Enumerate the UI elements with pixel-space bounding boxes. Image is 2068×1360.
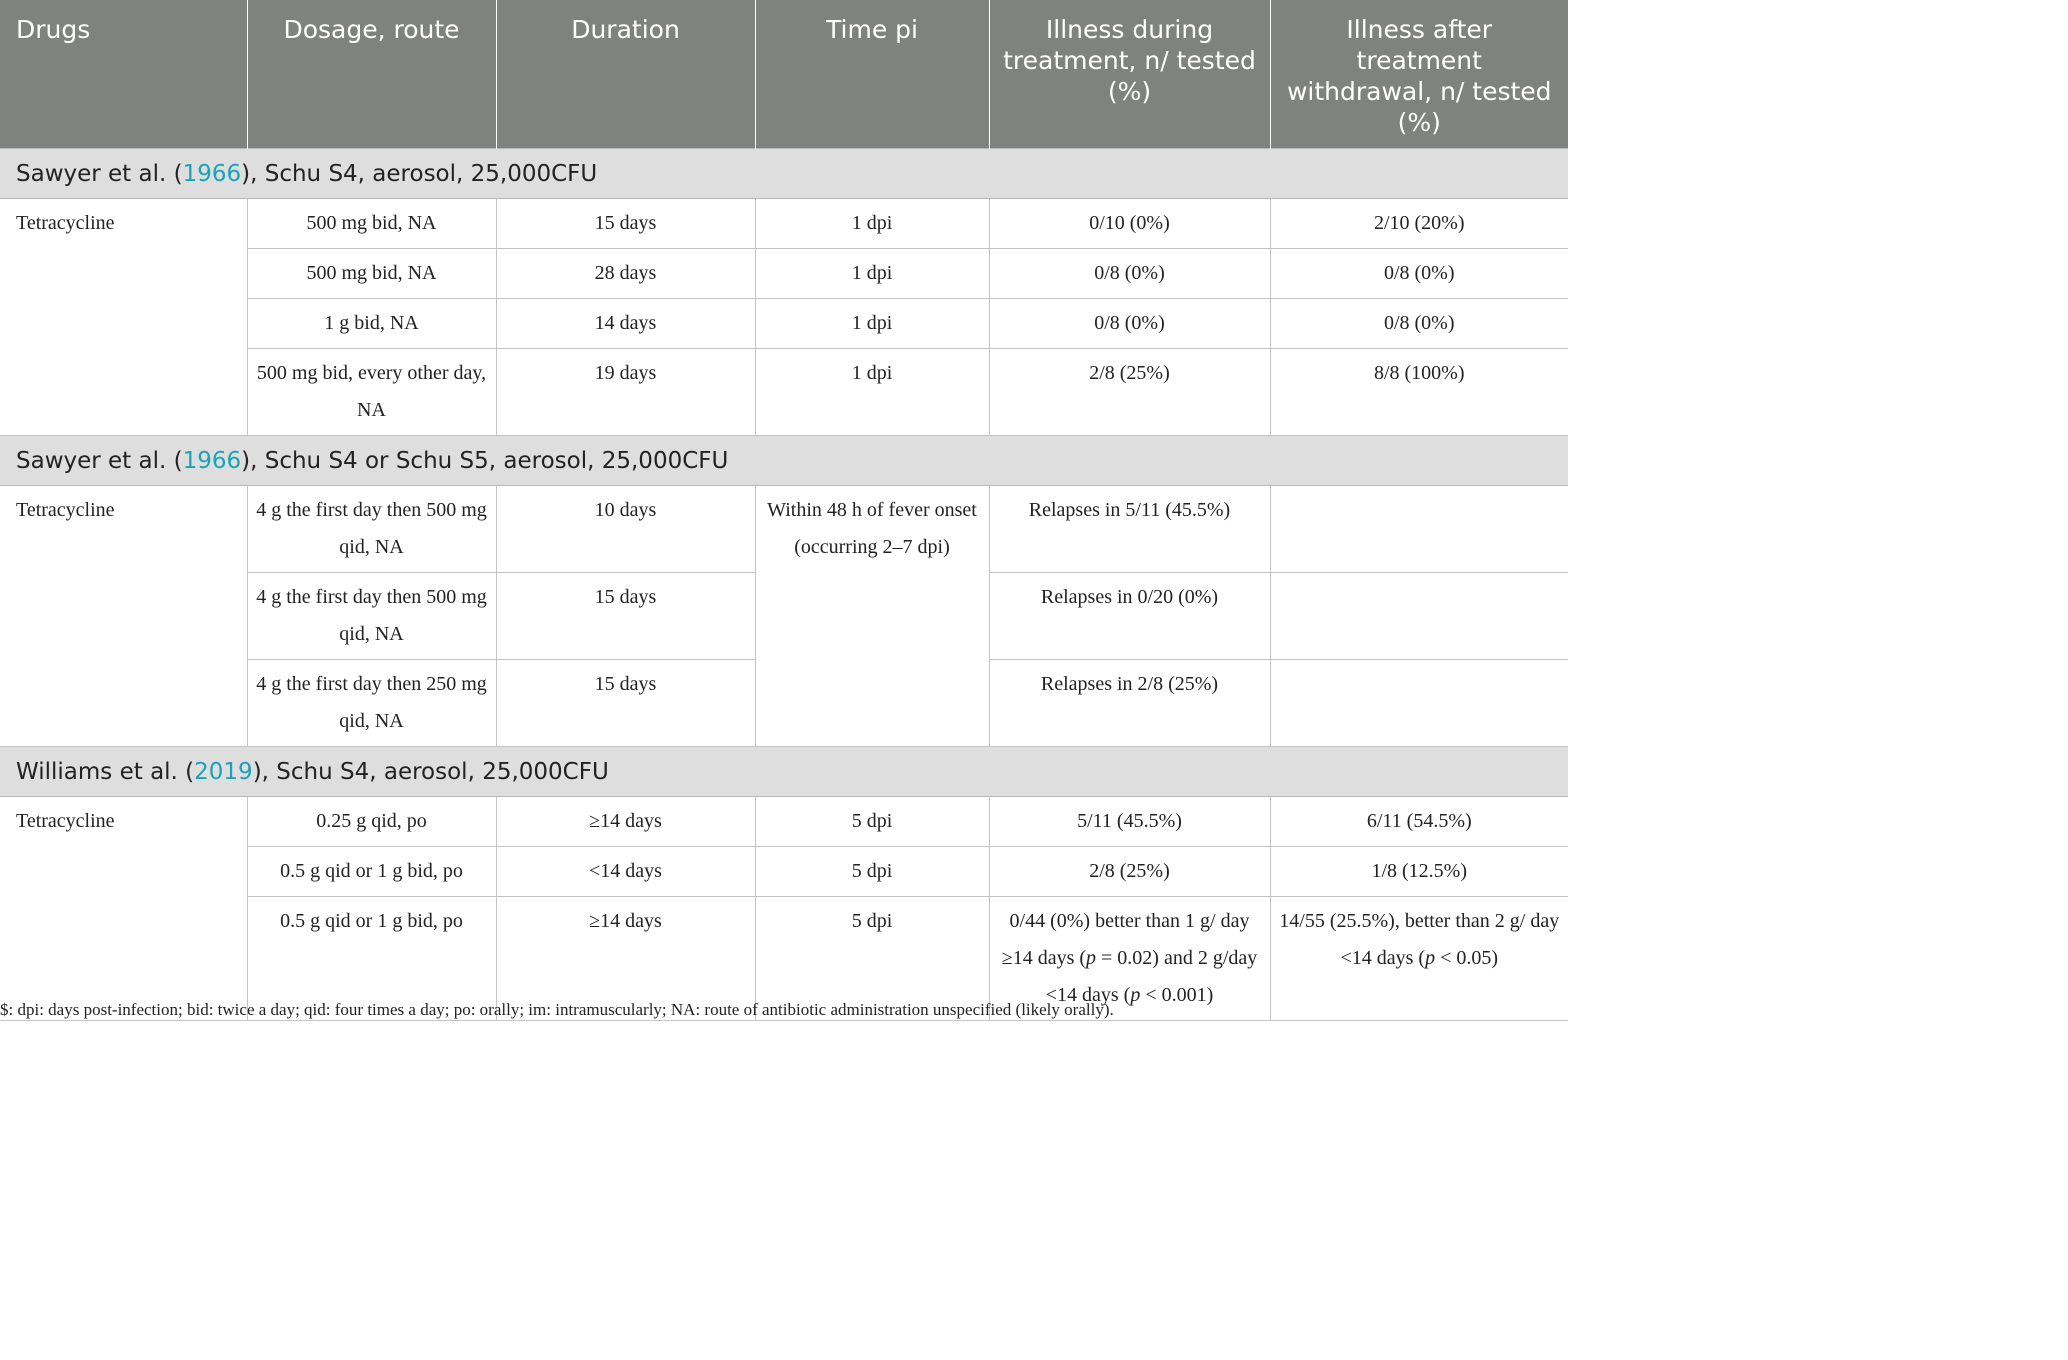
duration-cell: 15 days [496,573,755,660]
header-drugs: Drugs [0,0,247,149]
dosage-cell: 4 g the first day then 250 mg qid, NA [247,660,496,747]
time-cell: 1 dpi [755,249,989,299]
time-cell: 1 dpi [755,199,989,249]
after-cell [1270,486,1568,573]
citation-link[interactable]: 2019 [194,758,253,785]
group-title: Sawyer et al. (1966), Schu S4, aerosol, 25,000CFU [0,149,1568,199]
during-cell: 0/8 (0%) [989,249,1270,299]
group-title: Williams et al. (2019), Schu S4, aerosol, 25,000CFU [0,747,1568,797]
header-time-pi: Time pi [755,0,989,149]
dosage-cell: 4 g the first day then 500 mg qid, NA [247,573,496,660]
duration-cell: 10 days [496,486,755,573]
during-cell: 0/8 (0%) [989,299,1270,349]
duration-cell: 19 days [496,349,755,436]
dosage-cell: 1 g bid, NA [247,299,496,349]
after-cell: 2/10 (20%) [1270,199,1568,249]
during-cell: Relapses in 0/20 (0%) [989,573,1270,660]
after-cell: 1/8 (12.5%) [1270,847,1568,897]
after-cell: 14/55 (25.5%), better than 2 g/ day <14 days (p < 0.05) [1270,897,1568,1021]
drug-cell: Tetracycline [0,486,247,747]
dosage-cell: 500 mg bid, every other day, NA [247,349,496,436]
dosage-cell: 0.5 g qid or 1 g bid, po [247,847,496,897]
dosage-cell: 0.25 g qid, po [247,797,496,847]
duration-cell: ≥14 days [496,897,755,1021]
time-cell: 1 dpi [755,349,989,436]
header-dosage-route: Dosage, route [247,0,496,149]
time-cell: 5 dpi [755,797,989,847]
header-row [0,0,1568,149]
duration-cell: 28 days [496,249,755,299]
time-cell: 5 dpi [755,847,989,897]
during-cell: 0/10 (0%) [989,199,1270,249]
after-cell: 6/11 (54.5%) [1270,797,1568,847]
during-cell: 5/11 (45.5%) [989,797,1270,847]
duration-cell: ≥14 days [496,797,755,847]
header-illness-during: Illness during treatment, n/ tested (%) [989,0,1270,149]
time-cell: Within 48 h of fever onset (occurring 2–7 dpi) [755,486,989,747]
duration-cell: 14 days [496,299,755,349]
duration-cell: 15 days [496,199,755,249]
drug-cell: Tetracycline [0,199,247,436]
after-cell [1270,660,1568,747]
after-cell [1270,573,1568,660]
dosage-cell: 4 g the first day then 500 mg qid, NA [247,486,496,573]
table-footnote: $: dpi: days post-infection; bid: twice a day; qid: four times a day; po: orally; im: intramuscularly; NA: route of antibiotic administration unspecified (likely orally). [0,1000,1114,1019]
group-header-row [0,149,1568,199]
header-duration: Duration [496,0,755,149]
after-cell: 0/8 (0%) [1270,299,1568,349]
group-title: Sawyer et al. (1966), Schu S4 or Schu S5, aerosol, 25,000CFU [0,436,1568,486]
header-illness-after: Illness after treatment withdrawal, n/ tested (%) [1270,0,1568,149]
group-header-row [0,747,1568,797]
table-row [0,486,1568,573]
dosage-cell: 500 mg bid, NA [247,199,496,249]
group-header-row [0,436,1568,486]
during-cell: 2/8 (25%) [989,847,1270,897]
during-cell: 0/44 (0%) better than 1 g/ day ≥14 days (p = 0.02) and 2 g/day <14 days (p < 0.001) [989,897,1270,1021]
dosage-cell: 0.5 g qid or 1 g bid, po [247,897,496,1021]
duration-cell: 15 days [496,660,755,747]
duration-cell: <14 days [496,847,755,897]
drug-cell: Tetracycline [0,797,247,1021]
time-cell: 1 dpi [755,299,989,349]
during-cell: 2/8 (25%) [989,349,1270,436]
table-row [0,199,1568,249]
after-cell: 8/8 (100%) [1270,349,1568,436]
table-row [0,797,1568,847]
time-cell: 5 dpi [755,897,989,1021]
citation-link[interactable]: 1966 [182,160,242,187]
during-cell: Relapses in 2/8 (25%) [989,660,1270,747]
dosage-cell: 500 mg bid, NA [247,249,496,299]
during-cell: Relapses in 5/11 (45.5%) [989,486,1270,573]
citation-link[interactable]: 1966 [182,447,242,474]
after-cell: 0/8 (0%) [1270,249,1568,299]
